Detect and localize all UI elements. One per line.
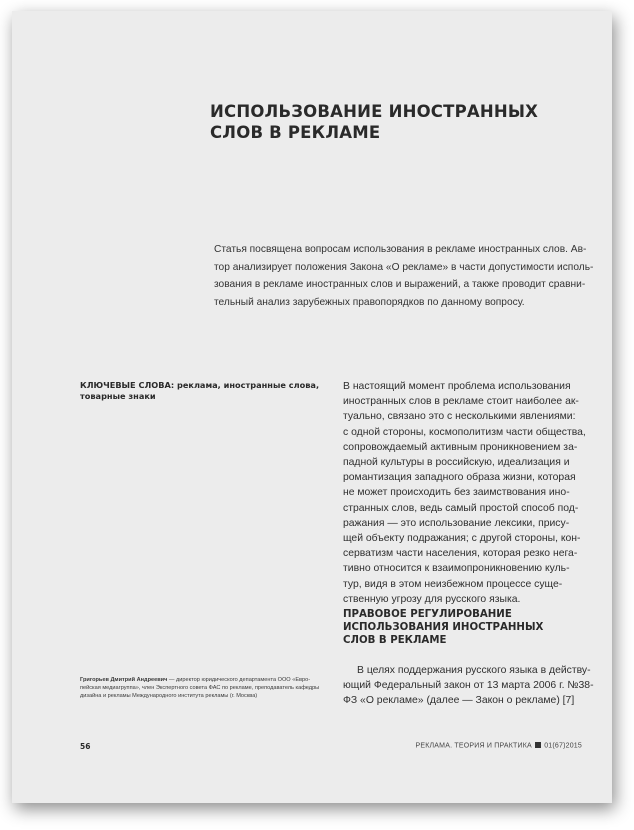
abstract-line: зования в рекламе иностранных слов и выражений, а также проводит сравни- — [214, 279, 586, 290]
body-line: иностранных слов в рекламе стоит наиболее ак- — [343, 396, 579, 408]
author-note-line: дизайна и рекламы Международного института рекламы (г. Москва) — [80, 693, 258, 700]
body-line: ственную угрозу для русского языка. — [343, 593, 521, 605]
section-body-line: ФЗ «О рекламе» (далее — Закон о рекламе) [7] — [343, 695, 575, 707]
journal-issue: 01(67)2015 — [544, 742, 582, 750]
author-note-line: пейская медиагруппа», член Экспертного совета ФАС по рекламе, преподаватель кафедры — [80, 685, 320, 692]
section-body-line: ющий Федеральный закон от 13 марта 2006 г. №38- — [343, 680, 594, 692]
article-title-line: СЛОВ В РЕКЛАМЕ — [210, 123, 381, 142]
article-abstract — [214, 241, 594, 311]
keywords-text: реклама, иностранные слова, товарные знаки — [80, 380, 320, 401]
body-line: тур, видя в этом неизбежном процессе суще- — [343, 578, 563, 590]
body-line: тивно относится к взаимопроникновению куль- — [343, 563, 570, 575]
body-line: серватизм части населения, которая резко нега- — [343, 548, 578, 560]
journal-name: РЕКЛАМА. ТЕОРИЯ И ПРАКТИКА — [415, 742, 532, 750]
body-line: с одной стороны, космополитизм части общества, — [343, 426, 586, 438]
article-body — [343, 379, 603, 607]
square-separator-icon — [535, 742, 541, 748]
abstract-line: Статья посвящена вопросам использования в рекламе иностранных слов. Ав- — [214, 244, 587, 255]
body-line: щей объекту подражания; с другой стороны, кон- — [343, 533, 581, 545]
page-number: 56 — [80, 742, 91, 751]
journal-page — [12, 11, 612, 803]
body-line: В настоящий момент проблема использования — [343, 381, 571, 392]
abstract-line: тельный анализ зарубежных правопорядков по данному вопросу. — [214, 296, 525, 308]
section-body-line: В целях поддержания русского языка в действу- — [357, 665, 591, 676]
body-line: странных слов, ведь самый простой способ под- — [343, 502, 579, 514]
author-note — [80, 676, 330, 701]
keywords-block — [80, 380, 325, 402]
section-heading-line: ПРАВОВОЕ РЕГУЛИРОВАНИЕ — [343, 609, 512, 620]
body-line: ражания — это использование лексики, прису- — [343, 517, 570, 529]
section-heading-line: СЛОВ В РЕКЛАМЕ — [343, 635, 447, 646]
section-heading — [343, 608, 603, 647]
abstract-line: тор анализирует положения Закона «О рекламе» в части допустимости исполь- — [214, 261, 594, 273]
author-note-line — [80, 676, 330, 684]
body-line: не может происходить без заимствования ино- — [343, 487, 570, 499]
keywords-label: КЛЮЧЕВЫЕ СЛОВА: — [80, 380, 175, 390]
body-line: сопровождаемый активным проникновением за- — [343, 441, 578, 453]
article-title — [210, 101, 540, 143]
running-footer — [416, 742, 583, 750]
section-body — [343, 663, 603, 709]
section-heading-line: ИСПОЛЬЗОВАНИЯ ИНОСТРАННЫХ — [343, 622, 544, 633]
author-info: — директор юридического департамента ООО «Евро- — [167, 677, 311, 683]
body-line: туально, связано это с несколькими явлениями: — [343, 411, 576, 423]
article-title-line: ИСПОЛЬЗОВАНИЕ ИНОСТРАННЫХ — [210, 102, 539, 121]
author-name: Григорьев Дмитрий Андреевич — [80, 677, 168, 683]
body-line: романтизация западного образа жизни, которая — [343, 472, 576, 484]
body-line: падной культуры в российскую, идеализация и — [343, 457, 570, 469]
